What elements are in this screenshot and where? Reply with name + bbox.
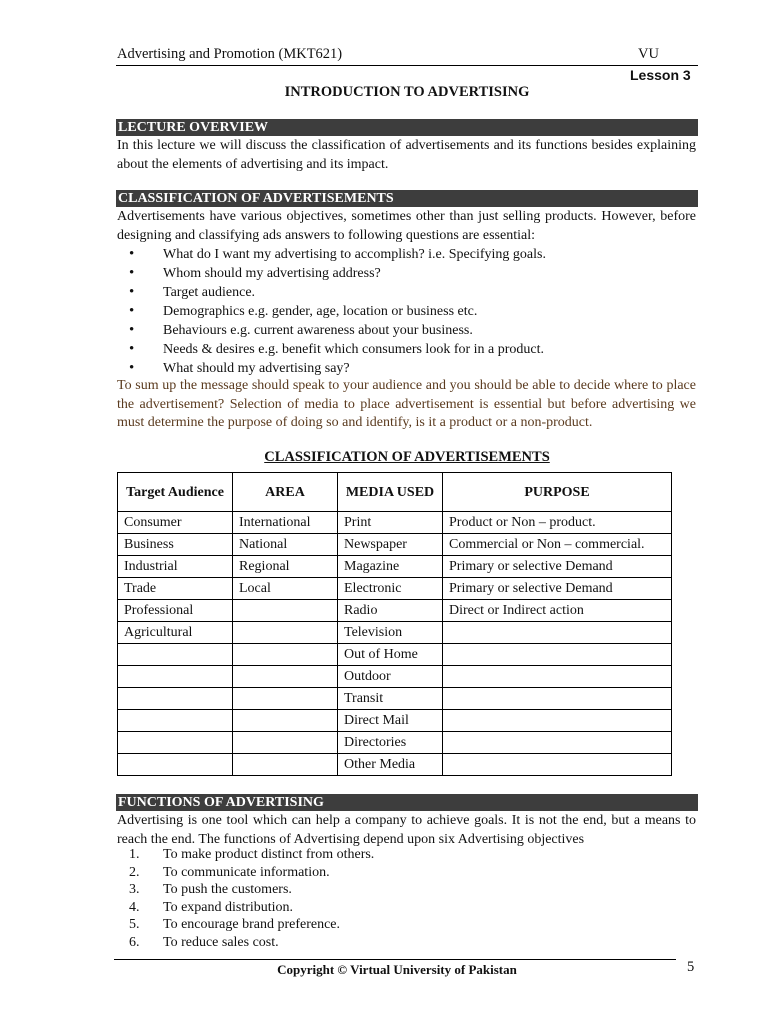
table-cell: Magazine [338,556,443,578]
table-cell: Primary or selective Demand [443,556,672,578]
table-cell: Direct or Indirect action [443,600,672,622]
table-cell: Product or Non – product. [443,512,672,534]
lesson-number: Lesson 3 [630,67,691,83]
list-item: • Behaviours e.g. current awareness about your business. [117,321,546,340]
table-cell: Industrial [118,556,233,578]
table-row [118,754,672,776]
table-cell: Transit [338,688,443,710]
header-divider [116,65,698,66]
page-title: INTRODUCTION TO ADVERTISING [284,84,530,100]
table-cell: Directories [338,732,443,754]
table-title: CLASSIFICATION OF ADVERTISEMENTS [264,449,550,465]
column-header-media-used: MEDIA USED [338,473,443,512]
list-item: • Target audience. [117,283,546,302]
table-row [118,578,672,600]
list-item: 1. To make product distinct from others. [129,847,375,862]
table-cell [443,666,672,688]
table-cell [233,666,338,688]
table-row [118,732,672,754]
table-cell [233,622,338,644]
table-row [118,710,672,732]
list-item: • Needs & desires e.g. benefit which consumers look for in a product. [117,340,546,359]
table-row [118,688,672,710]
table-cell [118,754,233,776]
table-cell: Radio [338,600,443,622]
section-heading-functions: FUNCTIONS OF ADVERTISING [116,794,698,811]
questions-list [117,245,546,378]
overview-paragraph: In this lecture we will discuss the classification of advertisements and its functions besides explaining about the elements of advertising and its impact. [117,138,696,172]
table-cell [233,600,338,622]
column-header-target-audience: Target Audience [118,473,233,512]
list-item: 3. To push the customers. [129,882,292,897]
table-cell [443,622,672,644]
table-cell: Newspaper [338,534,443,556]
table-cell: Print [338,512,443,534]
table-cell: Consumer [118,512,233,534]
table-cell: Out of Home [338,644,443,666]
table-cell: Television [338,622,443,644]
table-row [118,556,672,578]
table-cell [233,732,338,754]
table-cell [443,732,672,754]
table-row [118,644,672,666]
table-cell [233,688,338,710]
table-cell: Commercial or Non – commercial. [443,534,672,556]
table-cell [118,710,233,732]
footer-divider [114,959,676,960]
list-item: • What do I want my advertising to accomplish? i.e. Specifying goals. [117,245,546,264]
table-cell [118,666,233,688]
list-item: 5. To encourage brand preference. [129,917,341,932]
classification-summary: To sum up the message should speak to your audience and you should be able to decide where to place the advertisement? Selection of media to place advertisement is essential but before advertising we must determine the purpose of doing so and identify, is it a product or a non-product. [117,378,696,430]
table-row [118,534,672,556]
list-item: 4. To expand distribution. [129,899,294,915]
table-cell: Other Media [338,754,443,776]
list-item: • Whom should my advertising address? [117,264,546,283]
table-cell [233,710,338,732]
table-cell: Trade [118,578,233,600]
table-row [118,600,672,622]
table-cell [118,688,233,710]
table-header-row [118,473,672,512]
list-item: 6. To reduce sales cost. [129,934,279,950]
table-row [118,622,672,644]
functions-intro: Advertising is one tool which can help a company to achieve goals. It is not the end, but a means to reach the end. The functions of Advertising depend upon six Advertising objectives [117,813,696,847]
table-cell: Direct Mail [338,710,443,732]
table-cell [118,732,233,754]
table-cell [443,688,672,710]
table-cell [443,754,672,776]
list-item: • Demographics e.g. gender, age, location or business etc. [117,302,546,321]
institution-abbrev: VU [638,46,659,62]
classification-intro: Advertisements have various objectives, sometimes other than just selling products. However, before designing and classifying ads answers to following questions are essential: [117,209,696,243]
table-cell: Professional [118,600,233,622]
table-cell: Regional [233,556,338,578]
table-cell: Agricultural [118,622,233,644]
table-cell: Primary or selective Demand [443,578,672,600]
table-cell [233,644,338,666]
section-heading-lecture-overview: LECTURE OVERVIEW [116,119,698,136]
table-row [118,666,672,688]
table-cell: Electronic [338,578,443,600]
table-cell [443,644,672,666]
table-cell: Business [118,534,233,556]
table-cell [233,754,338,776]
table-cell: National [233,534,338,556]
list-item: 2. To communicate information. [129,864,330,880]
column-header-purpose: PURPOSE [443,473,672,512]
section-heading-classification: CLASSIFICATION OF ADVERTISEMENTS [116,190,698,207]
copyright-notice: Copyright © Virtual University of Pakistan [277,962,517,977]
course-title: Advertising and Promotion (MKT621) [117,46,343,62]
page-number: 5 [687,959,695,975]
classification-table [117,472,672,776]
table-row [118,512,672,534]
functions-list [117,846,374,951]
table-cell: Local [233,578,338,600]
table-cell: International [233,512,338,534]
table-cell: Outdoor [338,666,443,688]
table-cell [118,644,233,666]
table-cell [443,710,672,732]
column-header-area: AREA [233,473,338,512]
list-item: • What should my advertising say? [117,359,546,378]
